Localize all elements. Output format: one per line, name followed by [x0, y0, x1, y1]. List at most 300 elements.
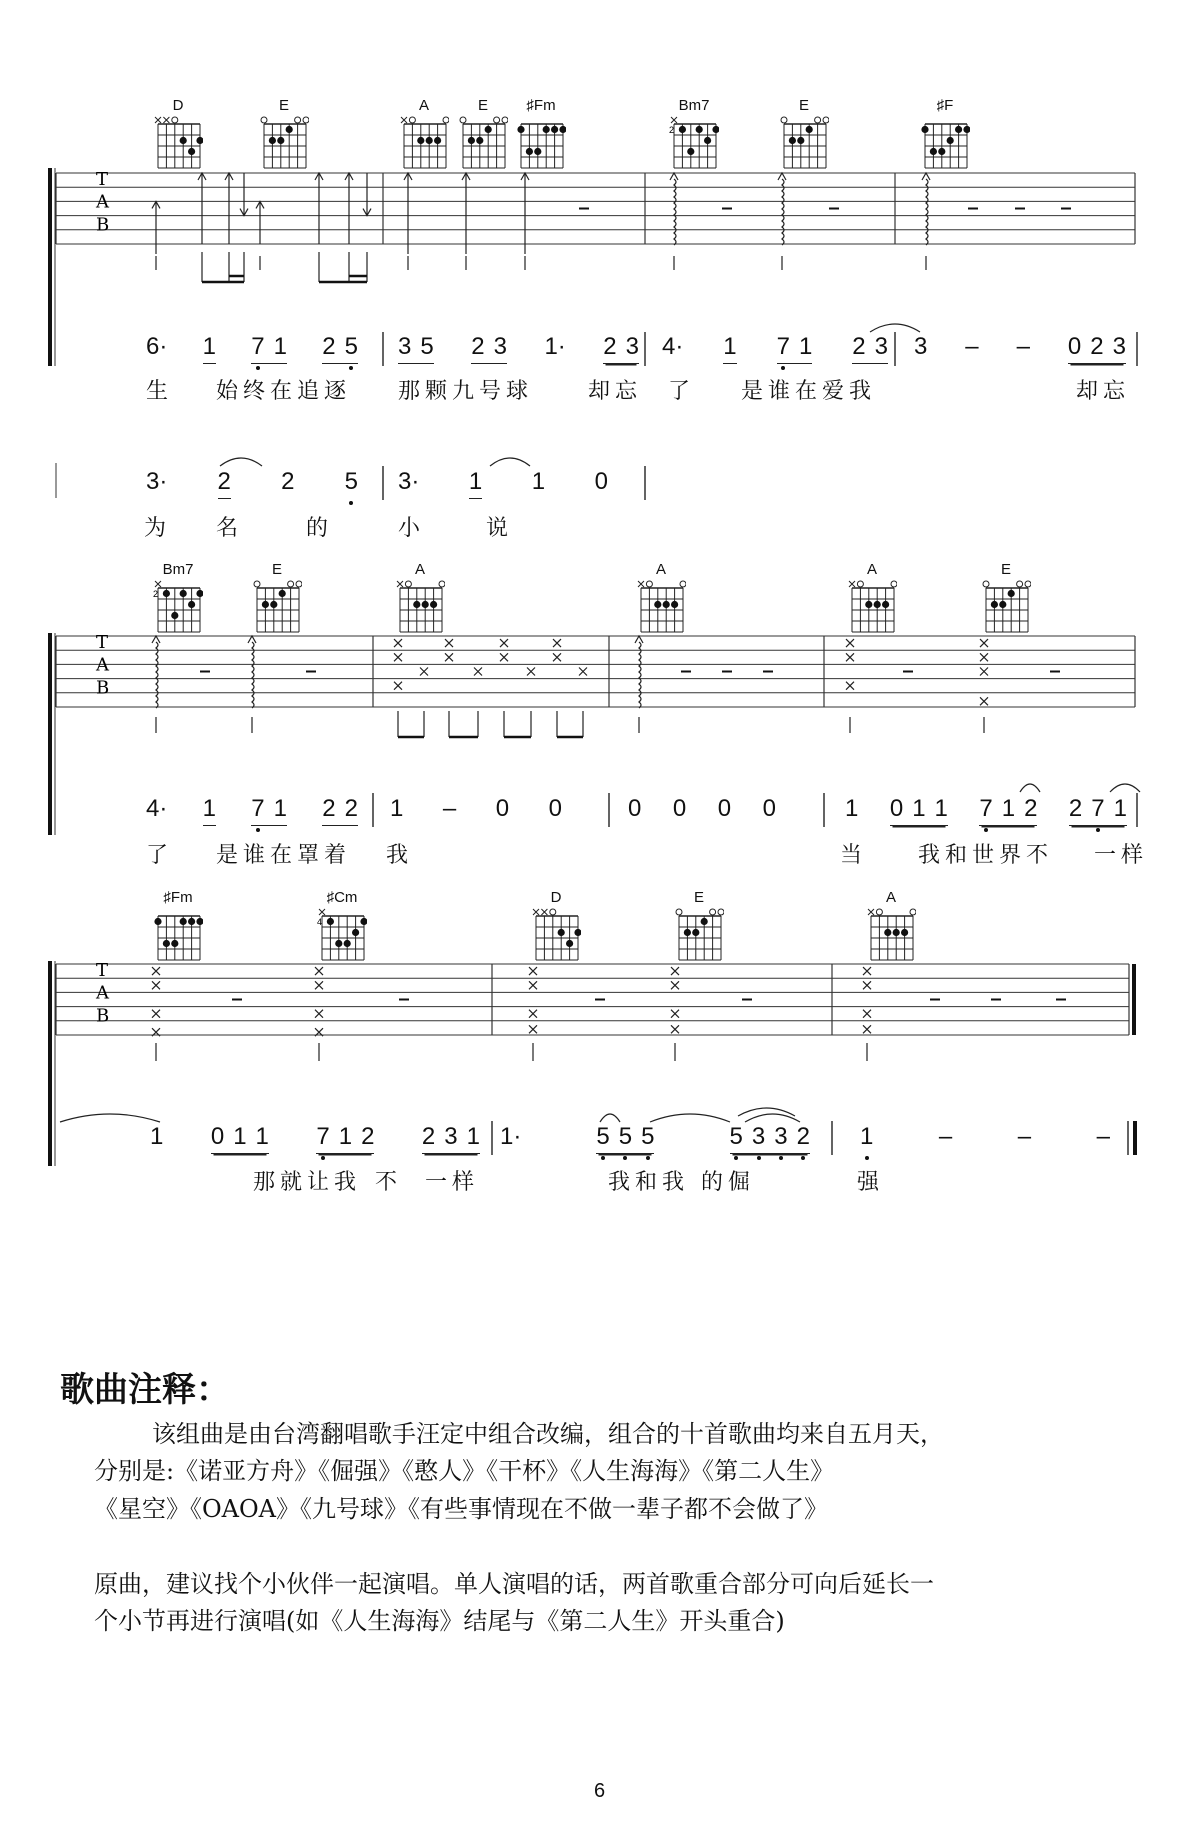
muted-note-icon — [500, 653, 508, 661]
chord-grid — [674, 908, 724, 962]
note: 6· — [146, 333, 168, 360]
muted-note-icon — [394, 682, 402, 690]
chord-diagram — [674, 890, 724, 967]
muted-note-icon — [671, 1025, 679, 1033]
note: 5 — [344, 468, 358, 495]
muted-note-icon — [474, 668, 482, 676]
note-group — [1017, 334, 1030, 363]
note: 0 — [717, 795, 732, 822]
note: 3 — [874, 333, 888, 360]
chord-name: E — [1000, 561, 1011, 578]
lyric: 始终在追逐 — [216, 379, 352, 404]
chord-grid — [252, 580, 302, 634]
note-group — [500, 1124, 521, 1153]
note: 1 — [150, 1123, 164, 1150]
system-bracket — [48, 168, 52, 366]
note-group — [595, 469, 608, 498]
note: 1 — [273, 795, 287, 822]
note-group — [316, 1124, 374, 1154]
lyric: 了 — [668, 379, 696, 404]
note: 1· — [544, 333, 566, 360]
measure — [914, 334, 1126, 374]
lyric: 生 — [146, 379, 174, 404]
lyric: 那就让我 — [253, 1170, 362, 1195]
muted-note-icon — [394, 639, 402, 647]
chord-name: Bm7 — [162, 561, 194, 578]
note: 0 — [628, 795, 642, 822]
chord-diagram — [395, 562, 445, 639]
muted-note-icon — [980, 697, 988, 705]
note: 2 — [796, 1123, 810, 1150]
note: 0 — [495, 795, 510, 822]
arpeggio-icon — [926, 179, 928, 245]
chord-diagram — [252, 562, 302, 639]
note: 3· — [398, 468, 420, 495]
lyric: 却忘 — [1076, 379, 1131, 404]
note: 2 — [1024, 795, 1038, 822]
muted-note-icon — [846, 653, 854, 661]
note-group — [852, 334, 888, 364]
chord-name: ♯Fm — [526, 97, 556, 114]
chord-name: E — [271, 561, 282, 578]
note-group — [1068, 334, 1126, 364]
arpeggio-icon — [674, 179, 676, 245]
note: 1 — [255, 1123, 269, 1150]
lyric: 我 — [386, 843, 414, 868]
note: 7 — [251, 795, 265, 822]
note: 1 — [1113, 795, 1127, 822]
tab-letter: T — [96, 960, 109, 981]
chord-grid — [866, 908, 916, 962]
muted-note-icon — [152, 1010, 160, 1018]
tab-letter: T — [96, 632, 109, 653]
chord-name: E — [477, 97, 488, 114]
measure — [150, 1124, 480, 1164]
muted-note-icon — [671, 981, 679, 989]
muted-note-icon — [863, 1025, 871, 1033]
tie-arc — [1020, 784, 1040, 792]
note: 1 — [468, 468, 483, 495]
chord-name: D — [550, 889, 562, 906]
note-group — [146, 796, 167, 825]
note: 2 — [852, 333, 866, 360]
note: 5 — [729, 1123, 743, 1150]
notes-line: 《星空》《OAOA》《九号球》《有些事情现在不做一辈子都不会做了》 — [94, 1495, 829, 1523]
tie-arc — [650, 1114, 730, 1122]
note: 7 — [1091, 795, 1105, 822]
chord-diagram — [866, 890, 916, 967]
note-group — [496, 796, 509, 825]
note-group — [544, 334, 565, 363]
chord-diagram — [669, 98, 719, 175]
note: 2 — [344, 795, 358, 822]
lyric: 不 — [375, 1170, 403, 1195]
tab-letter: B — [96, 677, 110, 699]
tie-arc — [745, 1114, 800, 1122]
measure — [628, 796, 776, 836]
note: 0 — [210, 1123, 225, 1150]
note: 1 — [273, 333, 287, 360]
note: 1 — [202, 795, 216, 822]
note: 1 — [531, 468, 546, 495]
note-group — [322, 796, 358, 826]
note-group — [1097, 1124, 1110, 1153]
note-group — [965, 334, 978, 363]
note-group — [730, 1124, 810, 1154]
chord-diagram — [317, 890, 367, 967]
chord-grid — [399, 116, 449, 170]
chord-grid — [779, 116, 829, 170]
lyric: 我和世界不 — [918, 843, 1054, 868]
note: 3 — [1112, 333, 1126, 360]
arpeggio-icon — [252, 642, 254, 708]
tab-letter: B — [96, 1005, 110, 1027]
chord-grid — [669, 116, 719, 170]
measure — [500, 1124, 810, 1164]
chord-name: E — [693, 889, 704, 906]
note: – — [442, 795, 457, 822]
chord-grid — [259, 116, 309, 170]
note-group — [718, 796, 731, 825]
note: 0 — [672, 795, 687, 822]
note-group — [146, 469, 167, 498]
note: 1 — [202, 333, 216, 360]
note: 2 — [603, 333, 617, 360]
tab-letter: A — [96, 191, 109, 213]
lyric: 说 — [486, 516, 514, 541]
note-group — [628, 796, 641, 825]
muted-note-icon — [579, 668, 587, 676]
measure — [398, 334, 639, 374]
lyric: 了 — [146, 843, 174, 868]
chord-name: ♯Cm — [326, 889, 358, 906]
chord-diagram — [458, 98, 508, 175]
note-group — [777, 334, 813, 364]
muted-note-icon — [553, 639, 561, 647]
lyric: 的 — [306, 516, 334, 541]
chord-diagram — [636, 562, 686, 639]
arpeggio-icon — [639, 642, 641, 708]
note-group — [603, 334, 639, 364]
note: 5 — [641, 1123, 655, 1150]
note: – — [1016, 333, 1030, 360]
lyric: 为 — [144, 516, 172, 541]
measure — [146, 334, 358, 374]
notes-line: 个小节再进行演唱(如《人生海海》结尾与《第二人生》开头重合) — [94, 1607, 785, 1635]
svg-text:2: 2 — [669, 124, 675, 135]
notes-line: 分别是:《诺亚方舟》《倔强》《憨人》《干杯》《人生海海》《第二人生》 — [94, 1457, 835, 1485]
note: 0 — [548, 795, 562, 822]
note-group — [763, 796, 776, 825]
note: 3 — [398, 333, 412, 360]
chord-name: E — [278, 97, 289, 114]
muted-note-icon — [315, 1010, 323, 1018]
lyric: 名 — [216, 516, 244, 541]
chord-name: E — [798, 97, 809, 114]
note: 5 — [596, 1123, 610, 1150]
note-group — [890, 796, 948, 826]
note: 1 — [912, 795, 926, 822]
chord-diagram — [399, 98, 449, 175]
chord-diagram — [981, 562, 1031, 639]
arpeggio-icon — [782, 179, 784, 245]
note: 5 — [618, 1123, 633, 1150]
measure — [860, 1124, 1110, 1164]
note-group — [422, 1124, 480, 1154]
note: – — [965, 333, 979, 360]
muted-note-icon — [846, 682, 854, 690]
note-group — [549, 796, 562, 825]
note: 1 — [845, 795, 859, 822]
note: 7 — [979, 795, 993, 822]
note-group — [469, 469, 482, 499]
muted-note-icon — [152, 981, 160, 989]
lyric: 当 — [840, 843, 868, 868]
note: 1 — [723, 333, 737, 360]
chord-name: A — [414, 561, 425, 578]
note: 7 — [776, 333, 790, 360]
muted-note-icon — [315, 967, 323, 975]
chord-name: ♯Fm — [163, 889, 193, 906]
chord-grid — [153, 116, 203, 170]
svg-text:2: 2 — [153, 588, 159, 599]
note: 3 — [444, 1123, 458, 1150]
lyric: 是谁在罩着 — [216, 843, 352, 868]
chord-grid — [458, 116, 508, 170]
note-group — [203, 796, 216, 826]
muted-note-icon — [529, 981, 537, 989]
chord-diagram — [153, 98, 203, 175]
note: 7 — [251, 333, 265, 360]
measure — [146, 796, 358, 836]
muted-note-icon — [846, 639, 854, 647]
note: 2 — [322, 795, 336, 822]
note: 2 — [217, 468, 231, 495]
note: 2 — [322, 333, 336, 360]
note-group — [723, 334, 736, 364]
chord-name: A — [866, 561, 877, 578]
measure — [398, 469, 608, 509]
note: 2 — [471, 333, 485, 360]
note: 1 — [934, 795, 948, 822]
chord-name: A — [885, 889, 896, 906]
note: 2 — [421, 1123, 436, 1150]
muted-note-icon — [394, 653, 402, 661]
note-group — [146, 334, 167, 363]
note: 0 — [594, 468, 608, 495]
tie-arc — [220, 458, 262, 466]
chord-grid — [636, 580, 686, 634]
note-group — [845, 796, 858, 825]
chord-name: A — [418, 97, 429, 114]
note: 1 — [466, 1123, 480, 1150]
chord-grid — [531, 908, 581, 962]
note: 1 — [233, 1123, 247, 1150]
tab-letter: A — [96, 982, 109, 1004]
note: 1 — [860, 1123, 874, 1150]
chord-grid — [981, 580, 1031, 634]
tie-arc — [870, 324, 920, 332]
note-group — [596, 1124, 654, 1154]
note-group — [281, 469, 294, 498]
note: 3 — [625, 333, 639, 360]
chord-diagram — [847, 562, 897, 639]
chord-diagram — [153, 890, 203, 967]
note: 1 — [798, 333, 813, 360]
chord-grid — [153, 580, 203, 634]
chord-name: ♯F — [936, 97, 954, 114]
note: 1 — [1001, 795, 1016, 822]
muted-note-icon — [529, 967, 537, 975]
muted-note-icon — [863, 967, 871, 975]
note: 7 — [316, 1123, 330, 1150]
lyric: 那颗九号球 — [398, 379, 534, 404]
system-bracket — [48, 633, 52, 835]
muted-note-icon — [152, 967, 160, 975]
muted-note-icon — [445, 639, 453, 647]
note-group — [860, 1124, 873, 1153]
lyric: 一样 — [1094, 843, 1149, 868]
svg-text:4: 4 — [317, 916, 323, 927]
chord-diagram — [779, 98, 829, 175]
chord-grid — [317, 908, 367, 962]
note: 3 — [751, 1123, 766, 1150]
muted-note-icon — [529, 1010, 537, 1018]
note-group — [914, 334, 927, 363]
note-group — [345, 469, 358, 498]
note-group — [673, 796, 686, 825]
note: – — [938, 1123, 953, 1150]
chord-grid — [516, 116, 566, 170]
arpeggio-icon — [156, 642, 158, 708]
note-group — [1018, 1124, 1031, 1153]
muted-note-icon — [980, 653, 988, 661]
note: 2 — [1090, 333, 1104, 360]
note-group — [662, 334, 683, 363]
chord-grid — [153, 908, 203, 962]
notes-heading: 歌曲注释： — [60, 1370, 230, 1410]
muted-note-icon — [980, 668, 988, 676]
notes-line: 原曲，建议找个小伙伴一起演唱。单人演唱的话，两首歌重合部分可向后延长一 — [94, 1570, 934, 1598]
tab-letter: B — [96, 214, 110, 236]
note-group — [398, 334, 434, 364]
note: 3 — [774, 1123, 788, 1150]
muted-note-icon — [315, 981, 323, 989]
note: 2 — [1068, 795, 1083, 822]
note: 1· — [500, 1123, 522, 1150]
tie-arc — [490, 458, 530, 466]
note-group — [150, 1124, 163, 1153]
note: – — [1096, 1123, 1110, 1150]
note-group — [979, 796, 1037, 826]
note-group — [211, 1124, 269, 1154]
lyric: 一样 — [425, 1170, 480, 1195]
note: 2 — [281, 468, 295, 495]
note-group — [471, 334, 507, 364]
note: 4· — [146, 795, 168, 822]
chord-diagram — [259, 98, 309, 175]
final-barline — [1133, 1121, 1137, 1155]
measure — [146, 469, 358, 509]
chord-grid — [920, 116, 970, 170]
muted-note-icon — [527, 668, 535, 676]
chord-diagram — [153, 562, 203, 639]
note-group — [251, 796, 287, 826]
muted-note-icon — [863, 981, 871, 989]
muted-note-icon — [671, 967, 679, 975]
note-group — [203, 334, 216, 364]
note: 4· — [662, 333, 684, 360]
note: 3· — [146, 468, 168, 495]
chord-diagram — [516, 98, 566, 175]
lyric: 的倔 — [701, 1170, 756, 1195]
note-group — [218, 469, 231, 499]
muted-note-icon — [420, 668, 428, 676]
note: 3 — [493, 333, 507, 360]
note-group — [1069, 796, 1127, 826]
lyric: 小 — [398, 516, 426, 541]
note: 1 — [390, 795, 404, 822]
page-number: 6 — [594, 1780, 606, 1802]
note: 5 — [344, 333, 358, 360]
measure — [845, 796, 1127, 836]
muted-note-icon — [500, 639, 508, 647]
note-group — [443, 796, 456, 825]
chord-name: Bm7 — [678, 97, 710, 114]
muted-note-icon — [863, 1010, 871, 1018]
note: 3 — [914, 333, 928, 360]
muted-note-icon — [553, 653, 561, 661]
tab-letter: A — [96, 654, 109, 676]
note: 0 — [1067, 333, 1082, 360]
tab-letter: T — [96, 169, 109, 190]
measure — [662, 334, 888, 374]
note-group — [398, 469, 419, 498]
chord-diagram — [531, 890, 581, 967]
note-group — [532, 469, 545, 498]
tie-arc — [600, 1114, 620, 1122]
lyric: 强 — [857, 1170, 885, 1195]
note-group — [390, 796, 403, 825]
muted-note-icon — [529, 1025, 537, 1033]
lyric: 我和我 — [608, 1170, 690, 1195]
chord-name: D — [172, 97, 184, 114]
muted-note-icon — [671, 1010, 679, 1018]
chord-grid — [395, 580, 445, 634]
system-bracket — [48, 961, 52, 1166]
note: – — [1017, 1123, 1032, 1150]
note-group — [939, 1124, 952, 1153]
note: 1 — [338, 1123, 353, 1150]
note: 5 — [420, 333, 434, 360]
note-group — [251, 334, 287, 364]
muted-note-icon — [445, 653, 453, 661]
muted-note-icon — [980, 639, 988, 647]
notes-line: 该组曲是由台湾翻唱歌手汪定中组合改编，组合的十首歌曲均来自五月天， — [152, 1420, 944, 1448]
note: 0 — [762, 795, 776, 822]
tie-arc — [1110, 784, 1140, 792]
final-barline — [1132, 964, 1136, 1035]
chord-grid — [847, 580, 897, 634]
note: 0 — [889, 795, 904, 822]
note-group — [322, 334, 358, 364]
note: 2 — [361, 1123, 375, 1150]
tie-arc — [60, 1114, 160, 1122]
lyric: 是谁在爱我 — [741, 379, 877, 404]
chord-name: A — [655, 561, 666, 578]
lyric: 却忘 — [588, 379, 643, 404]
measure — [390, 796, 562, 836]
